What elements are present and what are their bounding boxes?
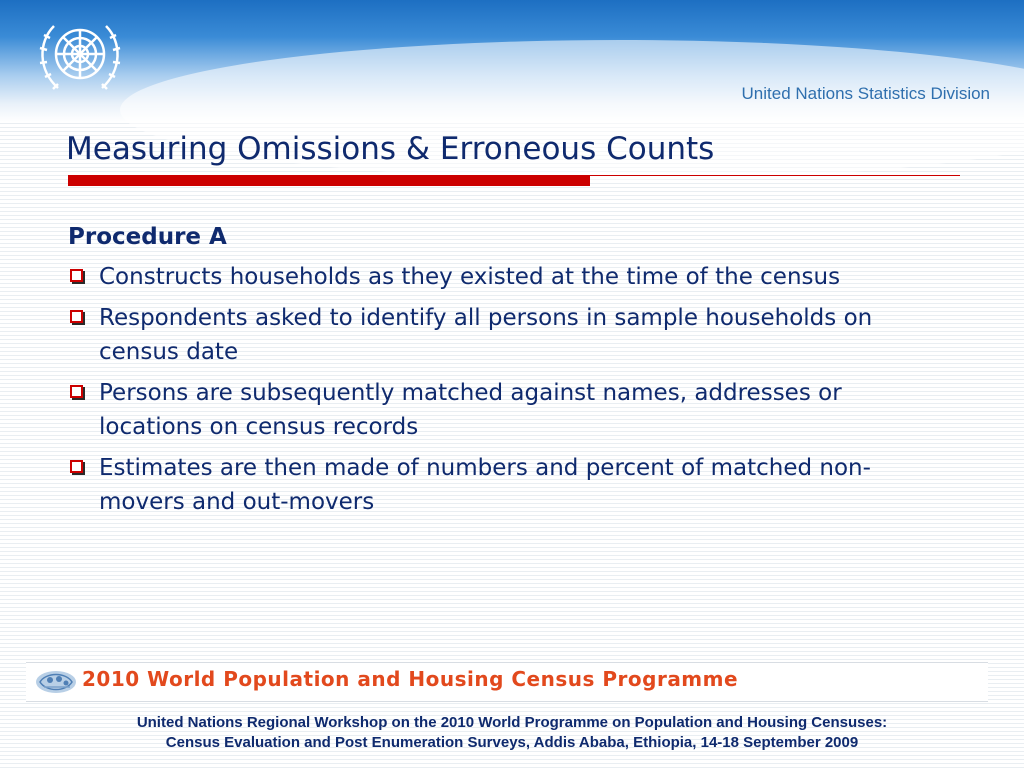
footer-line-1: United Nations Regional Workshop on the 2010 World Programme on Population and Housing Censuses: xyxy=(136,714,888,731)
procedure-heading: Procedure A xyxy=(68,224,227,250)
bullet-item xyxy=(68,451,948,519)
title-underline-thin xyxy=(590,175,960,176)
checkbox-bullet-icon xyxy=(70,310,83,323)
bullet-list xyxy=(68,260,948,519)
census-programme-banner xyxy=(26,662,988,702)
bullet-text: Constructs households as they existed at the time of the census xyxy=(99,264,841,290)
un-emblem-icon xyxy=(28,12,132,100)
title-underline-red xyxy=(68,175,590,186)
checkbox-bullet-icon xyxy=(70,385,83,398)
slide-content xyxy=(68,224,948,526)
organization-name: United Nations Statistics Division xyxy=(741,84,990,103)
census-programme-logo-icon xyxy=(32,667,80,697)
banner-text: 2010 World Population and Housing Census Programme xyxy=(82,667,739,691)
checkbox-bullet-icon xyxy=(70,269,83,282)
slide-title: Measuring Omissions & Erroneous Counts xyxy=(66,131,715,167)
bullet-text: Respondents asked to identify all persons in sample households on census date xyxy=(99,305,873,365)
header-band xyxy=(0,0,1024,122)
bullet-item xyxy=(68,301,948,369)
bullet-text: Estimates are then made of numbers and percent of matched non-movers and out-movers xyxy=(99,455,871,515)
footer xyxy=(0,713,1024,753)
bullet-item xyxy=(68,260,948,294)
checkbox-bullet-icon xyxy=(70,460,83,473)
bullet-item xyxy=(68,376,948,444)
footer-line-2: Census Evaluation and Post Enumeration Surveys, Addis Ababa, Ethiopia, 14-18 September 2009 xyxy=(165,734,859,751)
bullet-text: Persons are subsequently matched against names, addresses or locations on census records xyxy=(99,380,842,440)
